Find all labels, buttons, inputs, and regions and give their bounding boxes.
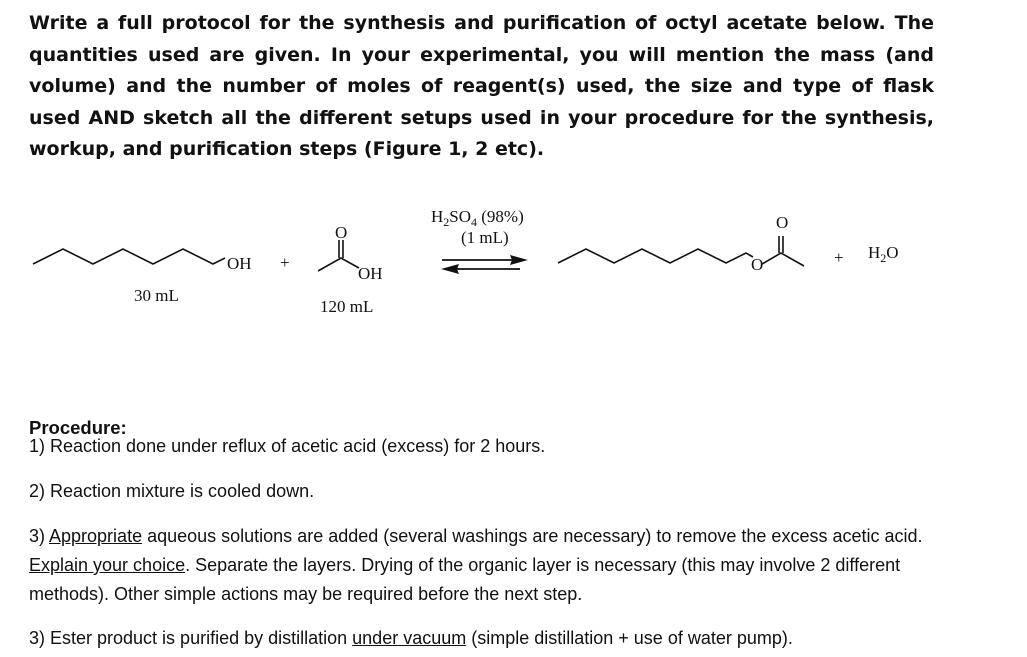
question-text: Write a full protocol for the synthesis and purification of octyl acetate below. The quantities used are given. In your experimental, you will mention the mass (and volume) and the number of moles of reagent(s) used, the size and type of flask used AND sketch all the different setups used in your procedure for the synthesis, workup, and purification steps (Figure 1, 2 etc). (29, 12, 934, 160)
emphasis-explain: Explain your choice (29, 555, 186, 575)
plus-sign-1: + (280, 253, 290, 272)
procedure-step-3: 3) Appropriate aqueous solutions are added (several washings are necessary) to remove the excess acetic acid. Explain your choice. Separate the layers. Drying of the organic layer is necessary (this may involve 2 different methods). Other simple actions may be required before the next step. (29, 526, 923, 604)
octanol-volume: 30 mL (134, 286, 179, 305)
acetic-acid-volume: 120 mL (320, 297, 374, 316)
catalyst-label: $H_2SO_4$ (98%) (431, 207, 524, 229)
question-prompt (29, 8, 934, 166)
procedure-step-2: 2) Reaction mixture is cooled down. (29, 481, 315, 501)
plus-sign-2: + (834, 248, 844, 267)
acetic-acid-oh-label: OH (358, 264, 383, 283)
octanol-structure (33, 249, 225, 264)
procedure-step-4: 3) Ester product is purified by distillation under vacuum (simple distillation + use of water pump). (29, 628, 793, 648)
octyl-acetate-structure (558, 236, 804, 266)
emphasis-under-vacuum: under vacuum (352, 628, 467, 648)
procedure-heading: Procedure: (29, 417, 127, 438)
ester-oxygen-label: O (751, 255, 764, 274)
catalyst-volume: (1 mL) (461, 228, 509, 247)
octanol-oh-label: OH (227, 254, 252, 273)
procedure-step-1: 1) Reaction done under reflux of acetic acid (excess) for 2 hours. (29, 436, 546, 456)
ester-carbonyl-o: O (776, 213, 789, 232)
equilibrium-arrow (441, 255, 528, 274)
emphasis-appropriate: Appropriate (49, 526, 143, 546)
acetic-acid-structure (318, 240, 359, 271)
water-label: $H_2O$ (868, 243, 899, 265)
acetic-acid-carbonyl-o: O (335, 223, 348, 242)
reaction-scheme (0, 190, 1027, 330)
